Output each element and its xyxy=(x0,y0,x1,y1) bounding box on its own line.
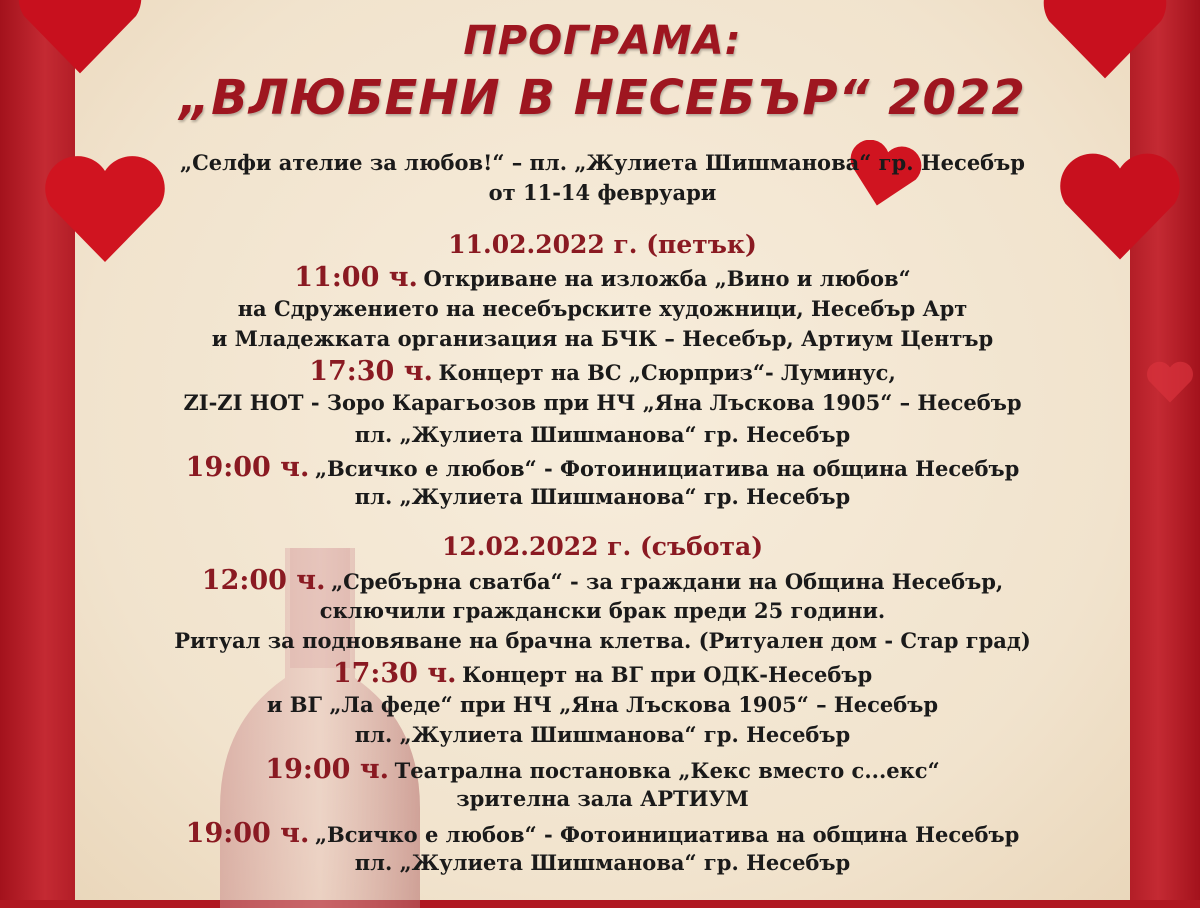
day2-event3 xyxy=(75,754,1130,785)
day2-event1 xyxy=(75,565,1130,596)
event-text: „Сребърна сватба“ - за граждани на Община Несебър, xyxy=(331,569,1004,594)
event-time: 19:00 ч. xyxy=(265,754,390,785)
event-text: Откриване на изложба „Вино и любов“ xyxy=(423,266,911,291)
day1-event2 xyxy=(75,356,1130,387)
event-text: Театрална постановка „Кекс вместо с...екс“ xyxy=(394,758,940,783)
intro-line: „Селфи ателие за любов!“ – пл. „Жулиета Шишманова“ гр. Несебър xyxy=(180,150,1025,175)
day2-event2 xyxy=(75,658,1130,689)
event-text: „Всичко е любов“ - Фотоинициатива на община Несебър xyxy=(314,822,1020,847)
event-text: Концерт на ВС „Сюрприз“- Луминус, xyxy=(438,360,896,385)
event-time: 19:00 ч. xyxy=(185,818,310,849)
event-location: пл. „Жулиета Шишманова“ гр. Несебър xyxy=(354,484,851,509)
intro-dates: от 11-14 февруари xyxy=(488,180,717,205)
event-detail: Ритуал за подновяване на брачна клетва. (Ритуален дом - Стар град) xyxy=(174,628,1031,653)
event-time: 17:30 ч. xyxy=(309,356,433,387)
day1-date: 11.02.2022 г. (петък) xyxy=(448,230,757,259)
event-detail: ZI-ZI HOT - Зоро Карагьозов при НЧ „Яна Лъскова 1905“ – Несебър xyxy=(183,390,1022,415)
event-detail: и Младежката организация на БЧК – Несебър, Артиум Център xyxy=(211,326,994,351)
program-content xyxy=(75,0,1130,900)
event-text: „Всичко е любов“ - Фотоинициатива на община Несебър xyxy=(314,456,1020,481)
event-detail: и ВГ „Ла феде“ при НЧ „Яна Лъскова 1905“ – Несебър xyxy=(266,692,939,717)
event-time: 17:30 ч. xyxy=(332,658,457,689)
right-red-border xyxy=(1130,0,1200,900)
event-time: 19:00 ч. xyxy=(185,452,310,483)
event-location: пл. „Жулиета Шишманова“ гр. Несебър xyxy=(354,422,851,447)
event-time: 12:00 ч. xyxy=(201,565,326,596)
event-text: Концерт на ВГ при ОДК-Несебър xyxy=(462,662,873,687)
event-location: пл. „Жулиета Шишманова“ гр. Несебър xyxy=(354,850,851,875)
event-detail: на Сдружението на несебърските художници, Несебър Арт xyxy=(237,296,968,321)
event-location: пл. „Жулиета Шишманова“ гр. Несебър xyxy=(354,722,851,747)
event-time: 11:00 ч. xyxy=(294,262,418,293)
program-title: ПРОГРАМА: xyxy=(463,18,742,64)
day1-event1 xyxy=(75,262,1130,293)
event-location: зрителна зала АРТИУМ xyxy=(456,786,749,811)
event-title: „ВЛЮБЕНИ В НЕСЕБЪР“ 2022 xyxy=(179,70,1026,126)
left-red-border xyxy=(0,0,75,900)
day2-date: 12.02.2022 г. (събота) xyxy=(441,532,764,561)
day2-event4 xyxy=(75,818,1130,849)
heart-icon xyxy=(1145,360,1195,405)
day1-event3 xyxy=(75,452,1130,483)
event-detail: сключили граждански брак преди 25 години. xyxy=(319,598,886,623)
